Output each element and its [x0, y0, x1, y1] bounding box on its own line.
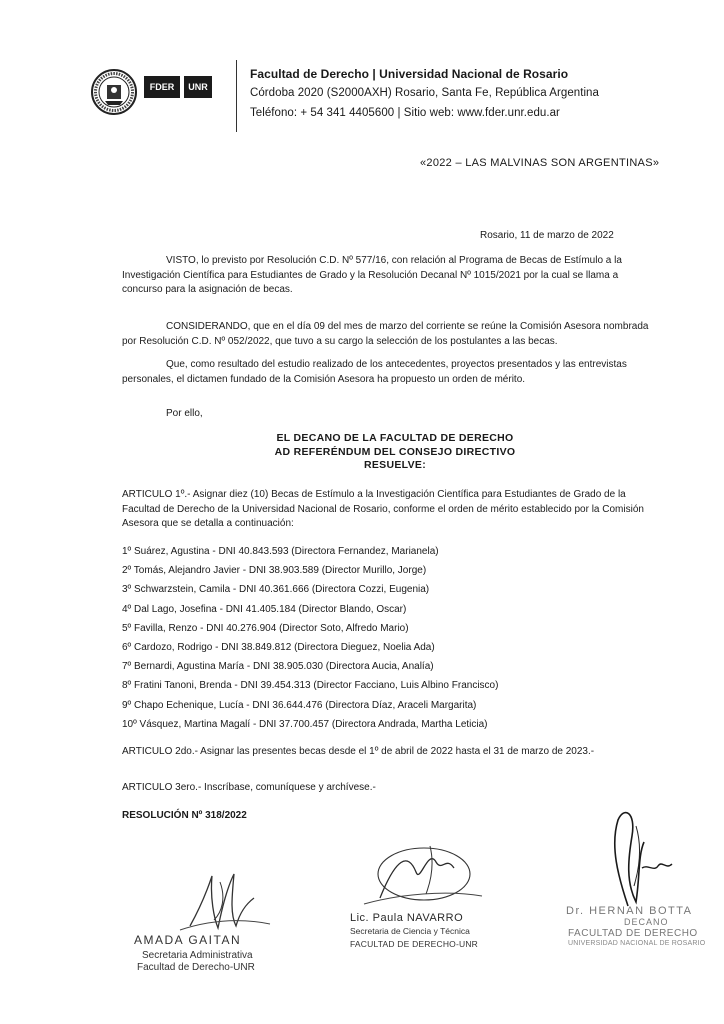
- list-item: 6º Cardozo, Rodrigo - DNI 38.849.812 (Directora Dieguez, Noelia Ada): [122, 641, 435, 653]
- heading-line-1: EL DECANO DE LA FACULTAD DE DERECHO: [276, 432, 514, 444]
- motto: «2022 – LAS MALVINAS SON ARGENTINAS»: [420, 157, 660, 169]
- list-item: 9º Chapo Echenique, Lucía - DNI 36.644.476 (Directora Díaz, Araceli Margarita): [122, 699, 477, 711]
- signature-center-icon: [350, 838, 490, 916]
- signature-right-icon: [596, 806, 688, 912]
- unr-logo-text: UNR: [184, 76, 212, 98]
- visto-text: VISTO, lo previsto por Resolución C.D. Nº 577/16, con relación al Programa de Becas de Estímulo a la Investigación Científica para Estudiantes de Grado y la Resolución Decanal Nº 1015/2021 por la cual se llama a concurso para la asignación de becas.: [122, 255, 622, 295]
- heading-line-3: RESUELVE:: [363, 459, 426, 471]
- resolution-number: RESOLUCIÓN Nº 318/2022: [122, 810, 247, 821]
- signature-left-org: Facultad de Derecho-UNR: [137, 962, 255, 973]
- signature-right-name: Dr. HERNAN BOTTA: [566, 905, 693, 917]
- list-item: 7º Bernardi, Agustina María - DNI 38.905.030 (Directora Aucia, Analía): [122, 661, 434, 673]
- signature-left-icon: [170, 868, 280, 940]
- que-paragraph: Que, como resultado del estudio realizado de los antecedentes, proyectos presentados y las entrevistas personales, el dictamen fundado de la Comisión Asesora ha propuesto un orden de mérito.: [122, 359, 627, 385]
- list-item: 10º Vásquez, Martina Magalí - DNI 37.700.457 (Directora Andrada, Martha Leticia): [122, 718, 488, 730]
- por-ello: Por ello,: [166, 408, 203, 419]
- university-seal-icon: [90, 68, 138, 116]
- resolution-heading: [200, 432, 590, 473]
- signature-right-role: DECANO: [624, 917, 669, 927]
- signature-right-university: UNIVERSIDAD NACIONAL DE ROSARIO: [568, 940, 706, 947]
- visto-paragraph: [122, 254, 642, 298]
- signature-left-role: Secretaria Administrativa: [142, 950, 253, 961]
- list-item: 5º Favilla, Renzo - DNI 40.276.904 (Director Soto, Alfredo Mario): [122, 622, 409, 634]
- header-faculty-name: Facultad de Derecho | Universidad Nacional de Rosario: [250, 67, 569, 81]
- becarios-list: [122, 546, 642, 738]
- fder-logo-text: FDER: [144, 76, 180, 98]
- articulo-1: ARTICULO 1º.- Asignar diez (10) Becas de Estímulo a la Investigación Científica para Estudiantes de Grado de la Facultad de Derecho de la Universidad Nacional de Rosario, conforme el orden de mérito establecido por la Comisión Asesora que se detalla a continuación:: [122, 489, 644, 529]
- document-date: Rosario, 11 de marzo de 2022: [480, 230, 614, 241]
- fder-unr-logo: [144, 76, 236, 98]
- signature-center-role: Secretaria de Ciencia y Técnica: [350, 926, 470, 936]
- signature-right-org: FACULTAD DE DERECHO: [568, 928, 698, 939]
- signature-left-name: AMADA GAITAN: [134, 933, 242, 947]
- header-divider: [236, 60, 237, 132]
- list-item: 1º Suárez, Agustina - DNI 40.843.593 (Directora Fernandez, Marianela): [122, 546, 439, 557]
- list-item: 4º Dal Lago, Josefina - DNI 41.405.184 (Director Blando, Oscar): [122, 603, 407, 615]
- signature-center-name: Lic. Paula NAVARRO: [350, 912, 464, 924]
- signature-center-org: FACULTAD DE DERECHO-UNR: [350, 939, 479, 949]
- heading-line-2: AD REFERÉNDUM DEL CONSEJO DIRECTIVO: [274, 445, 516, 458]
- considerando-paragraph: CONSIDERANDO, que en el día 09 del mes de marzo del corriente se reúne la Comisión Asesora nombrada por Resolución C.D. Nº 052/2022, que tuvo a su cargo la selección de los postulantes a las becas.: [122, 321, 649, 347]
- header-address: Córdoba 2020 (S2000AXH) Rosario, Santa Fe, República Argentina: [250, 87, 599, 99]
- list-item: 3º Schwarzstein, Camila - DNI 40.361.666 (Directora Cozzi, Eugenia): [122, 584, 430, 596]
- articulo-2: ARTICULO 2do.- Asignar las presentes becas desde el 1º de abril de 2022 hasta el 31 de marzo de 2023.-: [122, 746, 595, 757]
- list-item: 8º Fratini Tanoni, Brenda - DNI 39.454.313 (Director Facciano, Luis Albino Francisco): [122, 680, 499, 692]
- list-item: 2º Tomás, Alejandro Javier - DNI 38.903.589 (Director Murillo, Jorge): [122, 565, 427, 577]
- header-contact: Teléfono: + 54 341 4405600 | Sitio web: www.fder.unr.edu.ar: [250, 107, 560, 119]
- articulo-3: ARTICULO 3ero.- Inscríbase, comuníquese y archívese.-: [122, 782, 376, 793]
